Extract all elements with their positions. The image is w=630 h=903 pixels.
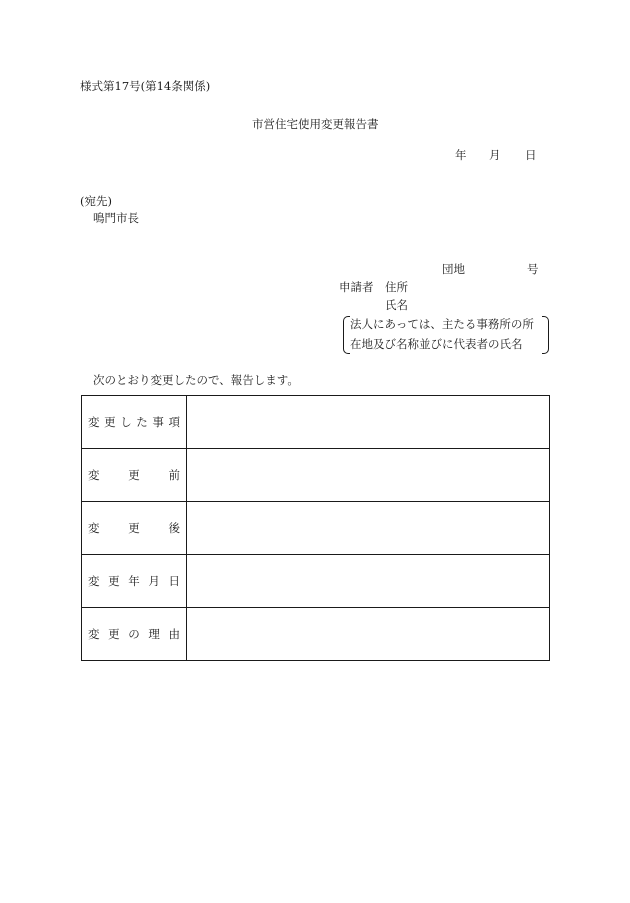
date-line [455,150,537,162]
label-char: 後 [168,521,180,535]
table-row [82,449,550,502]
label-char: 日 [168,574,180,588]
label-char: 更 [128,468,140,482]
label-char: し [120,415,132,429]
before-change-field[interactable] [187,449,550,502]
danchi-label: 団地 [442,262,465,276]
label-char: 変 [88,415,100,429]
date-month-label: 月 [489,148,501,162]
document-title: 市営住宅使用変更報告書 [252,117,379,131]
table-row [82,502,550,555]
date-day-label: 日 [525,148,537,162]
table-row [82,555,550,608]
label-char: 事 [152,415,164,429]
address-label: 住所 [385,280,408,294]
row-label-after-change [82,502,187,555]
corporate-note [343,315,549,353]
label-char: 理 [148,627,160,641]
label-char: 更 [108,627,120,641]
label-char: 項 [168,415,180,429]
changed-item-field[interactable] [187,396,550,449]
addressee-label: (宛先) [80,194,112,208]
label-char: た [136,415,148,429]
table-row [82,396,550,449]
room-number-label: 号 [527,262,539,276]
after-change-field[interactable] [187,502,550,555]
report-statement: 次のとおり変更したので、報告します。 [93,373,299,387]
label-char: 年 [128,574,140,588]
date-year-label: 年 [455,148,467,162]
right-bracket [542,316,549,354]
label-char: 由 [168,627,180,641]
label-char: 変 [88,468,100,482]
row-label-changed-item [82,396,187,449]
label-char: 更 [128,521,140,535]
left-bracket [343,316,350,354]
change-reason-field[interactable] [187,608,550,661]
label-char: の [128,627,140,641]
label-char: 変 [88,574,100,588]
row-label-change-date [82,555,187,608]
corporate-note-line-1: 法人にあっては、主たる事務所の所 [350,317,534,331]
label-char: 更 [104,415,116,429]
addressee-name: 鳴門市長 [93,211,139,225]
table-row [82,608,550,661]
form-number: 様式第17号(第14条関係) [80,79,211,93]
row-label-before-change [82,449,187,502]
name-label: 氏名 [385,298,408,312]
applicant-label: 申請者 [339,280,374,294]
change-date-field[interactable] [187,555,550,608]
change-report-table [81,395,550,661]
label-char: 更 [108,574,120,588]
label-char: 変 [88,627,100,641]
row-label-change-reason [82,608,187,661]
corporate-note-line-2: 在地及び名称並びに代表者の氏名 [350,337,523,351]
label-char: 月 [148,574,160,588]
label-char: 変 [88,521,100,535]
label-char: 前 [168,468,180,482]
